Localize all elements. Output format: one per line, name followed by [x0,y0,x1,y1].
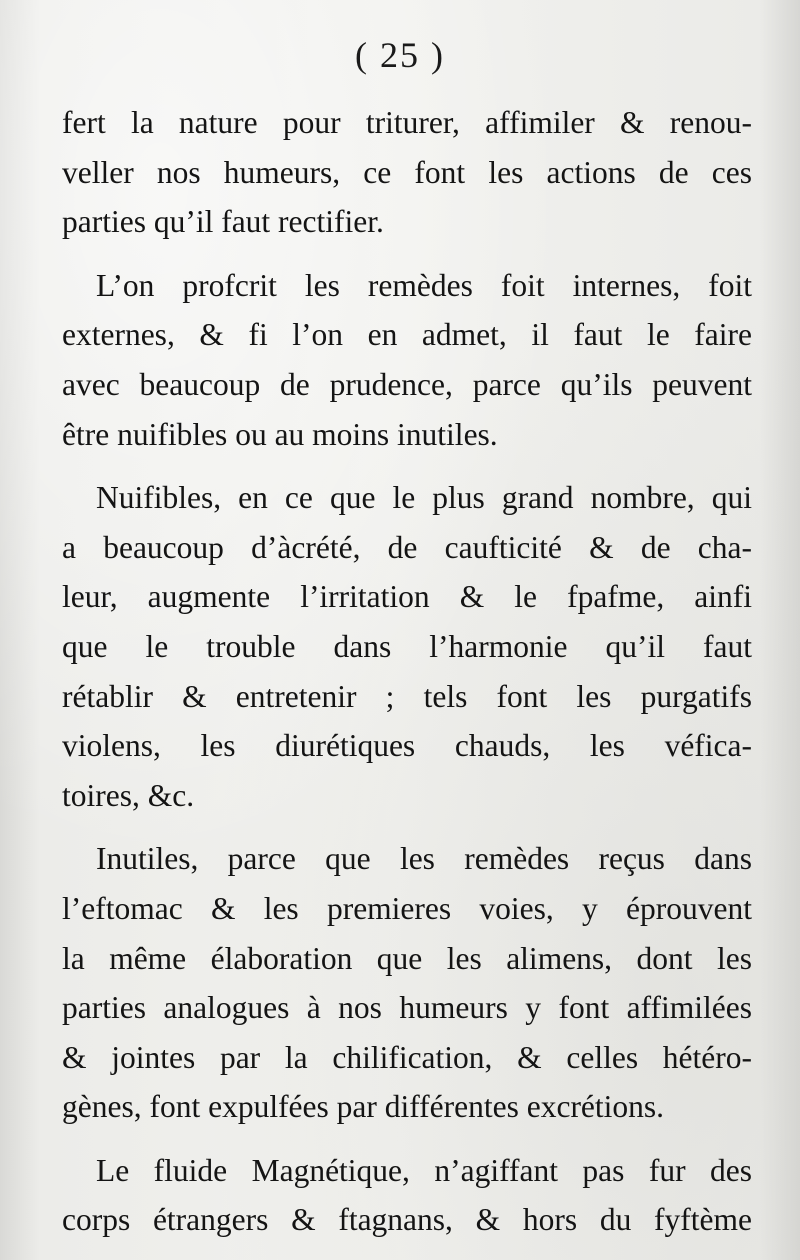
text-line: & jointes par la chilification, & celles hétéro- [62,1039,752,1075]
body-text [62,98,752,1245]
text-line: gènes, font expulfées par différentes excrétions. [62,1089,665,1125]
text-line: leur, augmente l’irritation & le fpafme, ainfi [62,579,752,615]
text-line: Inutiles, parce que les remèdes reçus dans [96,841,752,877]
text-line: veller nos humeurs, ce font les actions de ces [62,154,752,190]
text-line: avec beaucoup de prudence, parce qu’ils peuvent [62,366,752,402]
text-line: parties analogues à nos humeurs y font affimilées [62,990,752,1026]
paragraph-remedes [62,261,752,459]
text-line: la même élaboration que les alimens, dont les [62,940,752,976]
page-number: ( 25 ) [355,35,445,75]
text-line: L’on profcrit les remèdes foit internes, foit [96,267,752,303]
text-line: a beaucoup d’àcrété, de caufticité & de cha- [62,529,752,565]
text-line: que le trouble dans l’harmonie qu’il faut [62,628,752,664]
text-line: fert la nature pour triturer, affimiler & renou- [62,105,752,140]
paragraph-fluide-magnetique [62,1146,752,1245]
text-line: corps étrangers & ftagnans, & hors du fyftème [62,1202,752,1238]
text-line: externes, & fi l’on en admet, il faut le faire [62,317,752,353]
text-line: l’eftomac & les premieres voies, y éprouvent [62,890,752,926]
text-line: rétablir & entretenir ; tels font les purgatifs [62,678,752,714]
text-line: Le fluide Magnétique, n’agiffant pas fur des [96,1152,752,1188]
paragraph-nuisibles [62,473,752,820]
text-line: parties qu’il faut rectifier. [62,204,384,240]
paragraph-inutiles [62,834,752,1132]
text-line: Nuifibles, en ce que le plus grand nombre, qui [96,480,752,516]
text-line: violens, les diurétiques chauds, les véfica- [62,728,752,764]
text-line: être nuifibles ou au moins inutiles. [62,416,498,452]
text-line: toires, &c. [62,777,195,813]
paragraph-continuation [62,98,752,247]
